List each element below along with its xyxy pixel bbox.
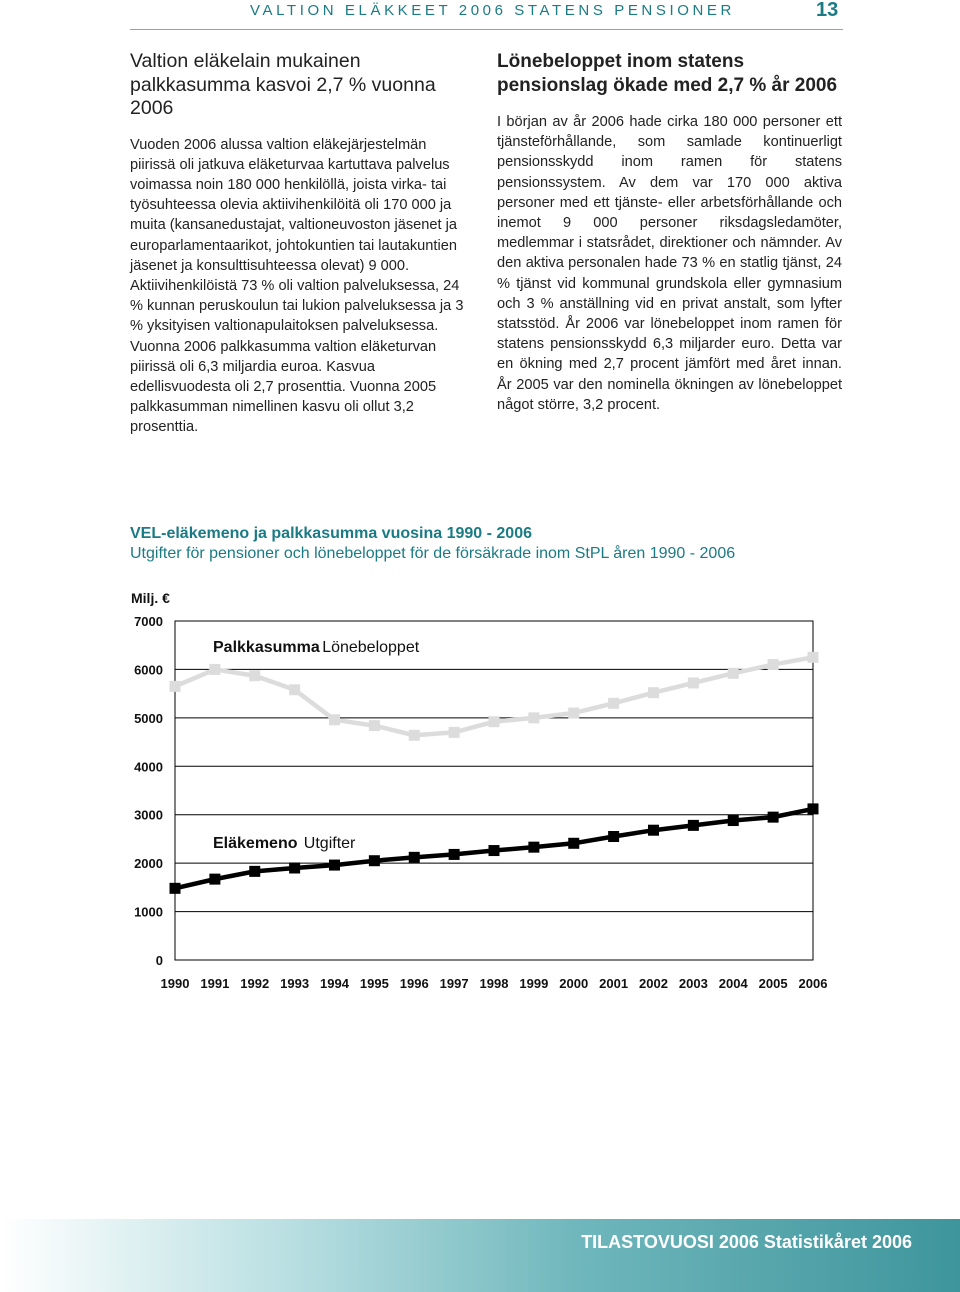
data-point — [489, 716, 500, 727]
y-tick-label: 7000 — [134, 614, 163, 629]
x-tick-label: 1994 — [320, 976, 349, 991]
data-point — [369, 720, 380, 731]
chart-title-fi: VEL-eläkemeno ja palkkasumma vuosina 1990 - 2006 — [130, 525, 532, 542]
data-point — [170, 883, 181, 894]
data-point — [289, 684, 300, 695]
series-label-fi: Eläkemeno — [213, 835, 298, 852]
data-point — [329, 714, 340, 725]
data-point — [728, 815, 739, 826]
section-title: VALTION ELÄKKEET 2006 STATENS PENSIONER — [250, 2, 735, 19]
x-tick-label: 1998 — [479, 976, 509, 991]
data-point — [489, 845, 500, 856]
y-tick-label: 4000 — [134, 759, 163, 775]
data-point — [249, 866, 260, 877]
plot-frame — [175, 621, 813, 960]
data-point — [209, 874, 220, 885]
series-label-sv: Lönebeloppet — [322, 639, 420, 656]
finnish-body: Vuoden 2006 alussa valtion eläkejärjestelmän piirissä oli jatkuva eläketurvaa kartuttava palvelus voimassa noin 180 000 henkilöllä, joista virka- tai työsuhteessa olevia aktiivihenkilöitä oli 170 000 ja muita (kansanedustajat, valtioneuvoston jäsenet ja europarlamentaarikot, johtokuntien tai lautakuntien jäsenet ja konsulttisuhteessa olevat) 9 000. Aktiivihenkilöistä 73 % oli valtion palveluksessa, 24 % kunnan peruskoulun tai lukion palveluksessa ja 3 % yksityisen valtionapulaitoksen palveluksessa. Vuonna 2006 palkkasumma valtion eläketurvan piirissä oli 6,3 miljardia euroa. Kasvua edellisvuodesta oli 2,7 prosenttia. Vuonna 2005 palkkasumman nimellinen kasvu oli ollut 3,2 prosenttia. — [130, 136, 464, 436]
data-point — [728, 668, 739, 679]
data-point — [768, 812, 779, 823]
x-tick-label: 1990 — [160, 976, 190, 991]
y-tick-label: 3000 — [134, 807, 163, 823]
data-point — [449, 849, 460, 860]
data-point — [409, 730, 420, 741]
x-tick-label: 1993 — [280, 976, 310, 991]
x-tick-label: 2003 — [678, 976, 708, 991]
footer-band — [0, 1219, 960, 1292]
data-point — [409, 852, 420, 863]
data-point — [289, 862, 300, 873]
page-number: 13 — [816, 0, 839, 21]
data-point — [808, 652, 819, 663]
data-point — [170, 681, 181, 692]
data-point — [648, 687, 659, 698]
y-tick-label: 5000 — [134, 710, 163, 726]
data-point — [249, 670, 260, 681]
data-point — [688, 677, 699, 688]
data-point — [608, 698, 619, 709]
x-tick-label: 1996 — [399, 976, 429, 991]
data-point — [768, 659, 779, 670]
data-point — [329, 860, 340, 871]
x-tick-label: 2001 — [599, 976, 629, 991]
series-label-fi: Palkkasumma — [213, 639, 320, 656]
x-tick-label: 2000 — [559, 976, 589, 991]
y-axis-label: Milj. € — [131, 590, 170, 606]
x-tick-label: 1999 — [519, 976, 549, 991]
y-tick-label: 0 — [155, 953, 163, 968]
x-tick-label: 1992 — [240, 976, 270, 991]
data-point — [608, 831, 619, 842]
x-tick-label: 1995 — [359, 976, 389, 991]
x-tick-label: 1997 — [439, 976, 469, 991]
swedish-body: I början av år 2006 hade cirka 180 000 personer ett tjänsteförhållande, som samlade kontinuerligt pensionsskydd inom ramen för statens pensionssystem. Av dem var 170 000 aktiva personer med ett tjänste- eller arbetsförhållande och inemot 9 000 personer riksdagsledamöter, medlemmar i statsrådet, direktioner och nämnder. Av den aktiva personalen hade 73 % en statlig tjänst, 24 % tjänst vid kommunal grundskola eller gymnasium och 3 % anställning vid en privat anstalt, som lyfter statsstöd. År 2006 var lönebeloppet inom ramen för statens pensionsskydd 6,3 miljarder euro. Detta var en ökning med 2,7 procent jämfört med året innan. År 2005 var den nominella ökningen av lönebeloppet något större, 3,2 procent. — [497, 114, 842, 413]
data-point — [808, 803, 819, 814]
x-tick-label: 2005 — [758, 976, 788, 991]
data-point — [449, 727, 460, 738]
data-point — [568, 838, 579, 849]
chart-title-sv: Utgifter för pensioner och lönebeloppet för de försäkrade inom StPL åren 1990 - 2006 — [130, 545, 736, 562]
swedish-heading: Lönebeloppet inom statens pensionslag ökade med 2,7 % år 2006 — [497, 51, 838, 96]
data-point — [688, 820, 699, 831]
data-point — [648, 825, 659, 836]
y-tick-label: 6000 — [134, 662, 163, 678]
y-tick-label: 2000 — [134, 856, 163, 872]
x-tick-label: 2006 — [798, 976, 828, 991]
data-point — [528, 842, 539, 853]
data-point — [369, 855, 380, 866]
footer-text: TILASTOVUOSI 2006 Statistikåret 2006 — [581, 1232, 912, 1252]
x-tick-label: 2002 — [639, 976, 668, 991]
x-tick-label: 2004 — [718, 976, 748, 991]
series-label-sv: Utgifter — [303, 835, 356, 852]
x-tick-label: 1991 — [200, 976, 230, 991]
y-tick-label: 1000 — [134, 904, 163, 920]
data-point — [209, 664, 220, 675]
data-point — [568, 708, 579, 719]
finnish-heading: Valtion eläkelain mukainen palkkasumma kasvoi 2,7 % vuonna 2006 — [130, 50, 436, 119]
data-point — [528, 712, 539, 723]
